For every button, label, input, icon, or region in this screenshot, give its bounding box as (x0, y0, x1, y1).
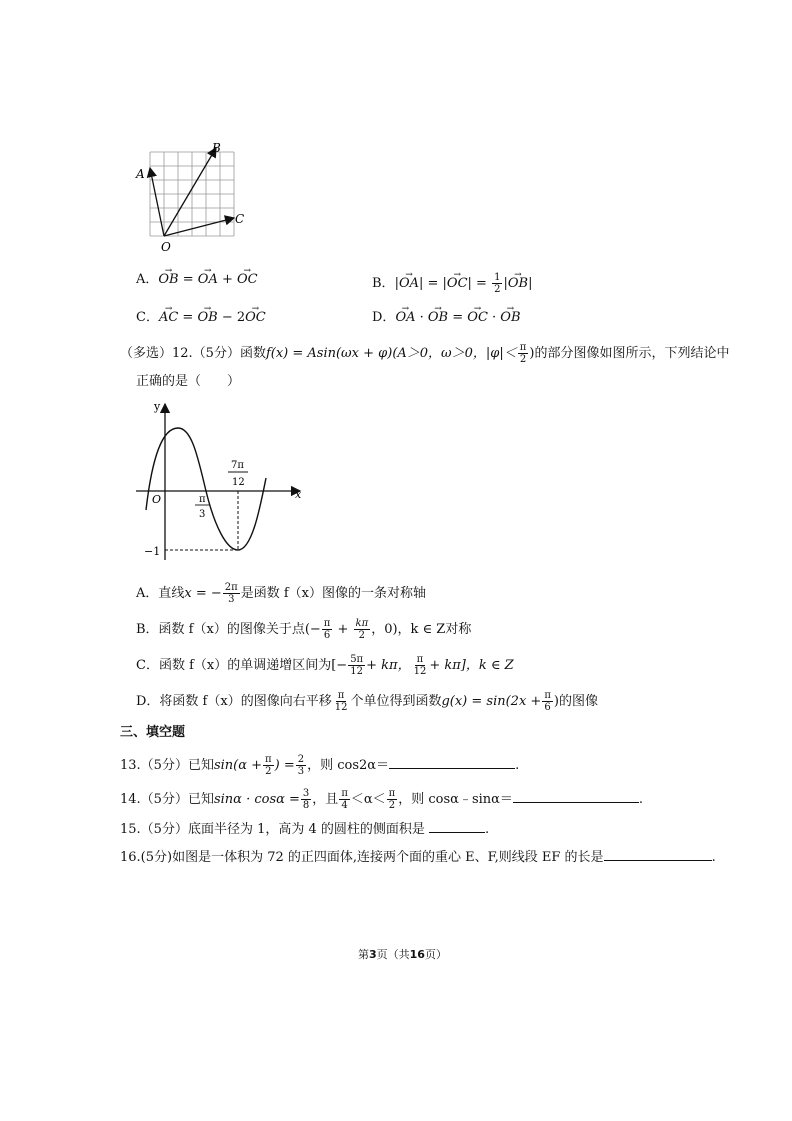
q11-option-A: A．→ OB = → OA + → OC (136, 272, 258, 288)
q13: 13.（5分）已知sin(α + $\frac{\pi}{2}$ ) = $\frac{2}{3}$ ，则 cos2α＝ . (120, 754, 520, 777)
label-B: B (212, 141, 221, 155)
y-label: y (154, 400, 161, 413)
pi3-den: 3 (199, 509, 206, 520)
sine-curve (146, 428, 266, 550)
page-footer: 第3页（共16页） (358, 948, 447, 961)
sine-graph-figure (130, 398, 310, 566)
section-title-fill-in: 三、填空题 (120, 725, 186, 740)
q11-option-C: C．→ AC = → OB − 2→ OC (136, 310, 266, 326)
minus-one-label: −1 (144, 545, 161, 558)
q12-option-B: B．函数 f（x）的图像关于点(− $\frac{\pi}{6}$ + $\frac{k\pi}{2}$ ，0)，k ∈ Z对称 (136, 618, 472, 641)
vector-OB (164, 148, 216, 236)
q16-answer-blank[interactable] (604, 848, 712, 861)
q16: 16.(5分)如图是一体积为 72 的正四面体,连接两个面的重心 E、F,则线段 EF 的长是 . (120, 850, 716, 865)
vector-grid-figure (128, 140, 258, 255)
q15-answer-blank[interactable] (429, 820, 485, 833)
q12-stem: （多选）12.（5分）函数f(x) = Asin(ωx + φ)(A＞0，ω＞0，|φ|＜ $\frac{\pi}{2}$ )的部分图像如图所示，下列结论中 (120, 342, 730, 365)
q12-option-C: C．函数 f（x）的单调递增区间为[− $\frac{5\pi}{12}$ + kπ， $\frac{\pi}{12}$ + kπ]，k ∈ Z (136, 654, 514, 677)
label-O: O (161, 240, 171, 254)
q15: 15.（5分）底面半径为 1，高为 4 的圆柱的侧面积是 . (120, 822, 490, 837)
q12-option-D: D．将函数 f（x）的图像向右平移 $\frac{\pi}{12}$ 个单位得到函数g(x) = sin(2x + $\frac{\pi}{6}$ )的图像 (136, 690, 598, 713)
seven-pi-den: 12 (232, 477, 245, 488)
q14: 14.（5分）已知sinα · cosα = $\frac{3}{8}$ ，且 $\frac{\pi}{4}$ ＜α＜ $\frac{\pi}{2}$ ，则 cosα﹣sinα＝ . (120, 788, 644, 811)
seven-pi-num: 7π (231, 460, 244, 471)
label-A: A (136, 167, 145, 181)
vector-OC (164, 218, 234, 236)
grid-lines (150, 152, 234, 236)
q13-answer-blank[interactable] (389, 756, 515, 769)
q14-answer-blank[interactable] (513, 790, 639, 803)
q12-stem-line2: 正确的是（ ） (136, 374, 241, 389)
label-C: C (235, 212, 245, 226)
q12-option-A: A．直线x = − $\frac{2\pi}{3}$ 是函数 f（x）图像的一条对称轴 (136, 582, 426, 605)
origin-label: O (152, 493, 162, 506)
x-label: x (295, 488, 302, 501)
vector-OA (150, 168, 164, 236)
q11-option-D: D．→ OA · → OB = → OC · → OB (372, 310, 521, 326)
q11-option-B: B．|→ OA| = |→ OC| = $\frac{1}{2}$ |→ OB| (372, 272, 532, 295)
pi3-num: π (199, 494, 206, 505)
